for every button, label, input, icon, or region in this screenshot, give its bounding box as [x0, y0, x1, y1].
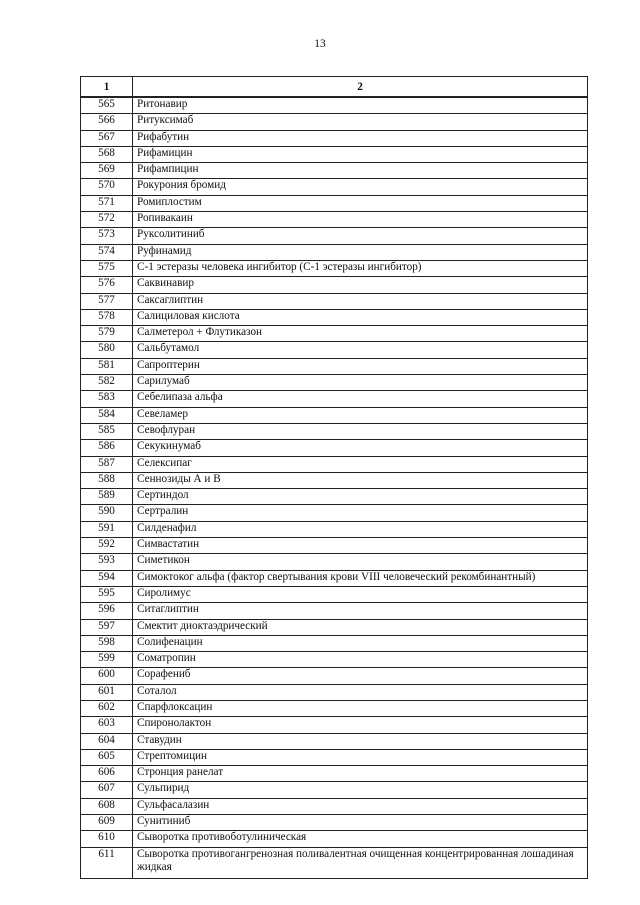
drug-name-cell: Севеламер	[133, 407, 588, 423]
drug-name-cell: Сеннозиды А и В	[133, 472, 588, 488]
drug-name-cell: Смектит диоктаэдрический	[133, 619, 588, 635]
table-row	[81, 163, 588, 179]
table-row	[81, 505, 588, 521]
row-number-cell: 567	[81, 130, 133, 146]
table-row	[81, 472, 588, 488]
table-row	[81, 146, 588, 162]
row-number-cell: 611	[81, 847, 133, 878]
row-number-cell: 603	[81, 717, 133, 733]
drug-name-cell: Себелипаза альфа	[133, 391, 588, 407]
table-row	[81, 179, 588, 195]
row-number-cell: 586	[81, 440, 133, 456]
row-number-cell: 570	[81, 179, 133, 195]
row-number-cell: 602	[81, 700, 133, 716]
drug-name-cell: Секукинумаб	[133, 440, 588, 456]
drug-name-cell: Стронция ранелат	[133, 766, 588, 782]
drug-name-cell: Салметерол + Флутиказон	[133, 326, 588, 342]
row-number-cell: 591	[81, 521, 133, 537]
table-row	[81, 521, 588, 537]
table-row	[81, 407, 588, 423]
row-number-cell: 589	[81, 489, 133, 505]
drug-name-cell: Ситаглиптин	[133, 603, 588, 619]
table-row	[81, 130, 588, 146]
table-row	[81, 749, 588, 765]
row-number-cell: 600	[81, 668, 133, 684]
row-number-cell: 584	[81, 407, 133, 423]
drug-name-cell: Ставудин	[133, 733, 588, 749]
table-row	[81, 619, 588, 635]
table-row	[81, 114, 588, 130]
drug-name-cell: Ритонавир	[133, 97, 588, 114]
drug-name-cell: Сыворотка противогангренозная поливалентная очищенная концентрированная лошадиная жидкая	[133, 847, 588, 878]
table-header	[81, 77, 588, 98]
row-number-cell: 599	[81, 652, 133, 668]
drug-name-cell: Ромиплостим	[133, 195, 588, 211]
drug-name-cell: Сертралин	[133, 505, 588, 521]
column-header-name: 2	[133, 77, 588, 98]
table-body	[81, 97, 588, 878]
row-number-cell: 604	[81, 733, 133, 749]
drug-name-cell: Сертиндол	[133, 489, 588, 505]
row-number-cell: 577	[81, 293, 133, 309]
row-number-cell: 573	[81, 228, 133, 244]
table-header-row	[81, 77, 588, 98]
drug-name-cell: Рокурония бромид	[133, 179, 588, 195]
table-row	[81, 277, 588, 293]
table-row	[81, 489, 588, 505]
table-row	[81, 570, 588, 586]
table-row	[81, 375, 588, 391]
drug-name-cell: Руфинамид	[133, 244, 588, 260]
row-number-cell: 610	[81, 831, 133, 847]
row-number-cell: 566	[81, 114, 133, 130]
table-row	[81, 717, 588, 733]
drug-name-cell: Сиролимус	[133, 586, 588, 602]
row-number-cell: 572	[81, 212, 133, 228]
drug-name-cell: Рифампицин	[133, 163, 588, 179]
row-number-cell: 601	[81, 684, 133, 700]
row-number-cell: 578	[81, 309, 133, 325]
row-number-cell: 605	[81, 749, 133, 765]
row-number-cell: 571	[81, 195, 133, 211]
table-row	[81, 700, 588, 716]
drug-name-cell: Симетикон	[133, 554, 588, 570]
row-number-cell: 595	[81, 586, 133, 602]
table-row	[81, 635, 588, 651]
drug-name-cell: Салициловая кислота	[133, 309, 588, 325]
page-number: 13	[314, 38, 326, 50]
row-number-cell: 575	[81, 260, 133, 276]
row-number-cell: 581	[81, 358, 133, 374]
row-number-cell: 569	[81, 163, 133, 179]
table-row	[81, 733, 588, 749]
drug-name-cell: Саквинавир	[133, 277, 588, 293]
column-header-number: 1	[81, 77, 133, 98]
table-row	[81, 260, 588, 276]
drug-name-cell: Селексипаг	[133, 456, 588, 472]
drug-name-cell: Симвастатин	[133, 538, 588, 554]
drug-name-cell: Сунитиниб	[133, 815, 588, 831]
table-row	[81, 586, 588, 602]
table-row	[81, 668, 588, 684]
table-row	[81, 326, 588, 342]
row-number-cell: 579	[81, 326, 133, 342]
drug-name-cell: Севофлуран	[133, 423, 588, 439]
drug-name-cell: Сапроптерин	[133, 358, 588, 374]
table-row	[81, 391, 588, 407]
table-row	[81, 342, 588, 358]
table-row	[81, 423, 588, 439]
row-number-cell: 574	[81, 244, 133, 260]
row-number-cell: 607	[81, 782, 133, 798]
table-row	[81, 195, 588, 211]
row-number-cell: 585	[81, 423, 133, 439]
table-row	[81, 652, 588, 668]
drug-name-cell: Сульфасалазин	[133, 798, 588, 814]
row-number-cell: 568	[81, 146, 133, 162]
table-row	[81, 440, 588, 456]
table-row	[81, 309, 588, 325]
drug-name-cell: Симоктоког альфа (фактор свертывания крови VIII человеческий рекомбинантный)	[133, 570, 588, 586]
drug-name-cell: Сорафениб	[133, 668, 588, 684]
row-number-cell: 580	[81, 342, 133, 358]
row-number-cell: 593	[81, 554, 133, 570]
row-number-cell: 588	[81, 472, 133, 488]
table-row	[81, 456, 588, 472]
row-number-cell: 590	[81, 505, 133, 521]
row-number-cell: 583	[81, 391, 133, 407]
row-number-cell: 609	[81, 815, 133, 831]
drug-name-cell: Соталол	[133, 684, 588, 700]
row-number-cell: 597	[81, 619, 133, 635]
drug-name-cell: Руксолитиниб	[133, 228, 588, 244]
table-row	[81, 244, 588, 260]
drug-name-cell: Рифабутин	[133, 130, 588, 146]
drug-name-cell: Спарфлоксацин	[133, 700, 588, 716]
drug-name-cell: Сульпирид	[133, 782, 588, 798]
row-number-cell: 582	[81, 375, 133, 391]
drug-name-cell: Саксаглиптин	[133, 293, 588, 309]
drug-name-cell: Сарилумаб	[133, 375, 588, 391]
drug-name-cell: С-1 эстеразы человека ингибитор (С-1 эстеразы ингибитор)	[133, 260, 588, 276]
table-row	[81, 782, 588, 798]
drug-table	[80, 76, 588, 879]
drug-name-cell: Ропивакаин	[133, 212, 588, 228]
table-row	[81, 358, 588, 374]
table-row	[81, 228, 588, 244]
drug-name-cell: Рифамицин	[133, 146, 588, 162]
drug-name-cell: Ритуксимаб	[133, 114, 588, 130]
table-row	[81, 538, 588, 554]
drug-name-cell: Сальбутамол	[133, 342, 588, 358]
table-row	[81, 847, 588, 878]
table-row	[81, 831, 588, 847]
table-row	[81, 212, 588, 228]
row-number-cell: 565	[81, 97, 133, 114]
table-row	[81, 815, 588, 831]
table-row	[81, 684, 588, 700]
row-number-cell: 576	[81, 277, 133, 293]
drug-name-cell: Стрептомицин	[133, 749, 588, 765]
table-row	[81, 766, 588, 782]
row-number-cell: 587	[81, 456, 133, 472]
table-row	[81, 603, 588, 619]
table-row	[81, 97, 588, 114]
table-row	[81, 554, 588, 570]
drug-name-cell: Солифенацин	[133, 635, 588, 651]
row-number-cell: 598	[81, 635, 133, 651]
row-number-cell: 594	[81, 570, 133, 586]
drug-name-cell: Силденафил	[133, 521, 588, 537]
drug-name-cell: Соматропин	[133, 652, 588, 668]
row-number-cell: 606	[81, 766, 133, 782]
table-row	[81, 798, 588, 814]
row-number-cell: 608	[81, 798, 133, 814]
drug-name-cell: Сыворотка противоботулиническая	[133, 831, 588, 847]
drug-name-cell: Спиронолактон	[133, 717, 588, 733]
row-number-cell: 592	[81, 538, 133, 554]
row-number-cell: 596	[81, 603, 133, 619]
table-row	[81, 293, 588, 309]
